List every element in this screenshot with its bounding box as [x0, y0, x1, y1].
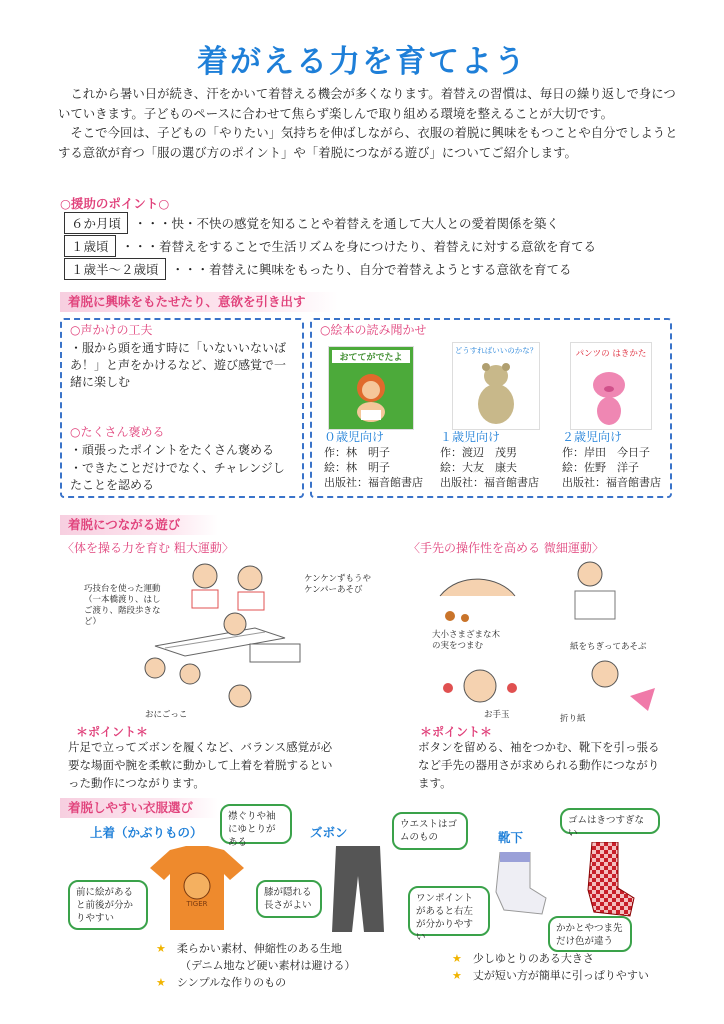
callout-neck: 襟ぐりや袖にゆとりがある — [220, 804, 292, 844]
page-title: 着がえる力を育てよう — [197, 44, 527, 80]
support-text: ・・・着替えに興味をもったり、自分で着替えようとする意欲を育てる — [171, 262, 572, 277]
support-text: ・・・快・不快の感覚を知ることや着替えを通して大人との愛着関係を築く — [134, 216, 560, 231]
books-box — [310, 318, 672, 498]
support-text: ・・・着替えをすることで生活リズムを身につけたり、着替えに対する意欲を育てる — [121, 239, 597, 254]
voice-text: ・服から頭を通す時に「いないいないばあ！」と声をかけるなど、遊び感覚で一緒に楽しむ — [70, 341, 287, 389]
gross-motor-point: 片足で立ってズボンを履くなど、バランス感覚が必要な場面や腕を柔軟に動かして上着を着脱するといった動作につながります。 — [68, 740, 333, 790]
bear-illustration — [453, 356, 539, 428]
intro-paragraph-2: そこで今回は、子どもの「やりたい」気持ちを伸ばしながら、衣服の着脱に興味をもつことや自分でしようとする意欲が育つ「服の選び方のポイント」や「着脱につながる遊び」についてご紹介します。 — [58, 125, 678, 160]
callout-rubber: ゴムはきつすぎない — [560, 808, 660, 834]
nuts-label: 大小さまざまな木の実をつまむ — [432, 630, 501, 651]
book-age: １歳児向け — [440, 430, 501, 444]
book-author: 作：林 明子 — [324, 446, 390, 459]
paper-tear-label: 紙をちぎってあそぶ — [570, 642, 647, 652]
book-age: ２歳児向け — [562, 430, 623, 444]
point-label: ＊ポイント＊ — [420, 725, 493, 739]
praise-title: ○たくさん褒める — [70, 425, 165, 439]
star-icon: ★ — [156, 976, 166, 989]
clothes-notes-left — [156, 940, 356, 991]
socks-label: 靴下 — [498, 830, 524, 845]
support-row — [64, 258, 572, 280]
kenken-label: ケンケンずもうやケンパーあそび — [304, 574, 371, 595]
book-info — [440, 430, 550, 490]
age-box: ６か月頃 — [64, 212, 128, 234]
fine-motor-title: 〈手先の操作性を高める 微細運動〉 — [408, 541, 604, 555]
note-item — [156, 940, 356, 957]
note-text: シンプルな作りのもの — [176, 976, 287, 989]
interest-band: 着脱に興味をもたせたり、意欲を引き出す — [60, 292, 338, 312]
book-publisher: 出版社：福音館書店 — [324, 476, 423, 489]
note-text: 丈が短い方が簡単に引っぱりやすい — [472, 969, 649, 982]
pig-illustration — [571, 359, 651, 429]
callout-front-print: 前に絵があると前後が分かりやすい — [68, 880, 148, 930]
balance-beam-label: 巧技台を使った運動（一本橋渡り、はしご渡り、階段歩きなど） — [84, 584, 161, 627]
books-title: ○絵本の読み聞かせ — [320, 323, 427, 337]
intro-paragraph-1: これから暑い日が続き、汗をかいて着替える機会が多くなります。着替えの習慣は、毎日の繰り返しで身についていきます。子どものペースに合わせて焦らず楽しんで取り組める環境を整えることが大切です。 — [58, 86, 676, 121]
play-band: 着脱につながる遊び — [60, 515, 218, 535]
tips-box — [60, 318, 304, 498]
praise-item: ・頑張ったポイントをたくさん褒める — [70, 443, 275, 457]
book-info — [562, 430, 674, 490]
clothes-band: 着脱しやすい衣服選び — [60, 798, 218, 818]
note-item — [452, 950, 649, 967]
book-cover — [570, 342, 652, 430]
book-illustrator: 絵：佐野 洋子 — [562, 461, 639, 474]
red-sock-image — [584, 842, 636, 920]
note-text: 少しゆとりのある大きさ — [472, 952, 594, 965]
book-illustrator: 絵：大友 康夫 — [440, 461, 517, 474]
note-item — [452, 967, 649, 984]
book-publisher: 出版社：福音館書店 — [562, 476, 661, 489]
note-sub: （デニム地など硬い素材は避ける） — [180, 959, 356, 972]
book-publisher: 出版社：福音館書店 — [440, 476, 539, 489]
praise-item: ・できたことだけでなく、チャレンジしたことを認める — [70, 461, 285, 492]
pants-image — [330, 846, 386, 934]
book-illustrator: 絵：林 明子 — [324, 461, 390, 474]
tshirt-image — [150, 846, 244, 930]
book-cover — [452, 342, 540, 430]
support-row — [64, 212, 559, 234]
voice-title: ○声かけの工夫 — [70, 323, 153, 337]
book-cover — [328, 346, 414, 430]
book-cover-title: どうすればいいのかな？ — [454, 346, 538, 355]
pants-label: ズボン — [310, 825, 348, 840]
age-box: １歳半～２歳頃 — [64, 258, 166, 280]
tshirt-print: TIGER — [186, 900, 208, 908]
book-cover-title: おててがでたよ — [332, 350, 410, 363]
book-author: 作：岸田 今日子 — [562, 446, 650, 459]
support-row — [64, 235, 596, 257]
star-icon: ★ — [452, 969, 462, 982]
star-icon: ★ — [156, 942, 166, 955]
tag-label: おにごっこ — [145, 710, 188, 720]
callout-waist: ウエストはゴムのもの — [392, 812, 468, 850]
callout-heel-toe: かかとやつま先だけ色が違う — [548, 916, 632, 952]
support-heading: ○援助のポイント○ — [60, 196, 170, 211]
origami-label: 折り紙 — [560, 714, 586, 724]
callout-knee: 膝が隠れる長さがよい — [256, 880, 322, 918]
book-author: 作：渡辺 茂男 — [440, 446, 517, 459]
age-box: １歳頃 — [64, 235, 116, 257]
beanbag-label: お手玉 — [484, 710, 510, 720]
book-info — [324, 430, 434, 490]
callout-one-point: ワンポイントがあると右左が分かりやすい — [408, 886, 490, 936]
star-icon: ★ — [452, 952, 462, 965]
book-age: ０歳児向け — [324, 430, 385, 444]
fine-motor-point: ボタンを留める、袖をつかむ、靴下を引っ張るなど手先の器用さが求められる動作につながります。 — [418, 740, 660, 790]
note-text: 柔らかい素材、伸縮性のある生地 — [176, 942, 342, 955]
clothes-notes-right — [452, 950, 649, 984]
top-label: 上着（かぶりもの） — [90, 825, 203, 840]
point-label: ＊ポイント＊ — [76, 725, 149, 739]
gross-motor-title: 〈体を操る力を育む 粗大運動〉 — [62, 541, 234, 555]
baby-illustration — [329, 366, 413, 426]
intro — [58, 84, 678, 162]
white-sock-image — [490, 852, 550, 918]
note-item — [156, 974, 356, 991]
book-cover-title: パンツの はきかた — [575, 349, 647, 359]
